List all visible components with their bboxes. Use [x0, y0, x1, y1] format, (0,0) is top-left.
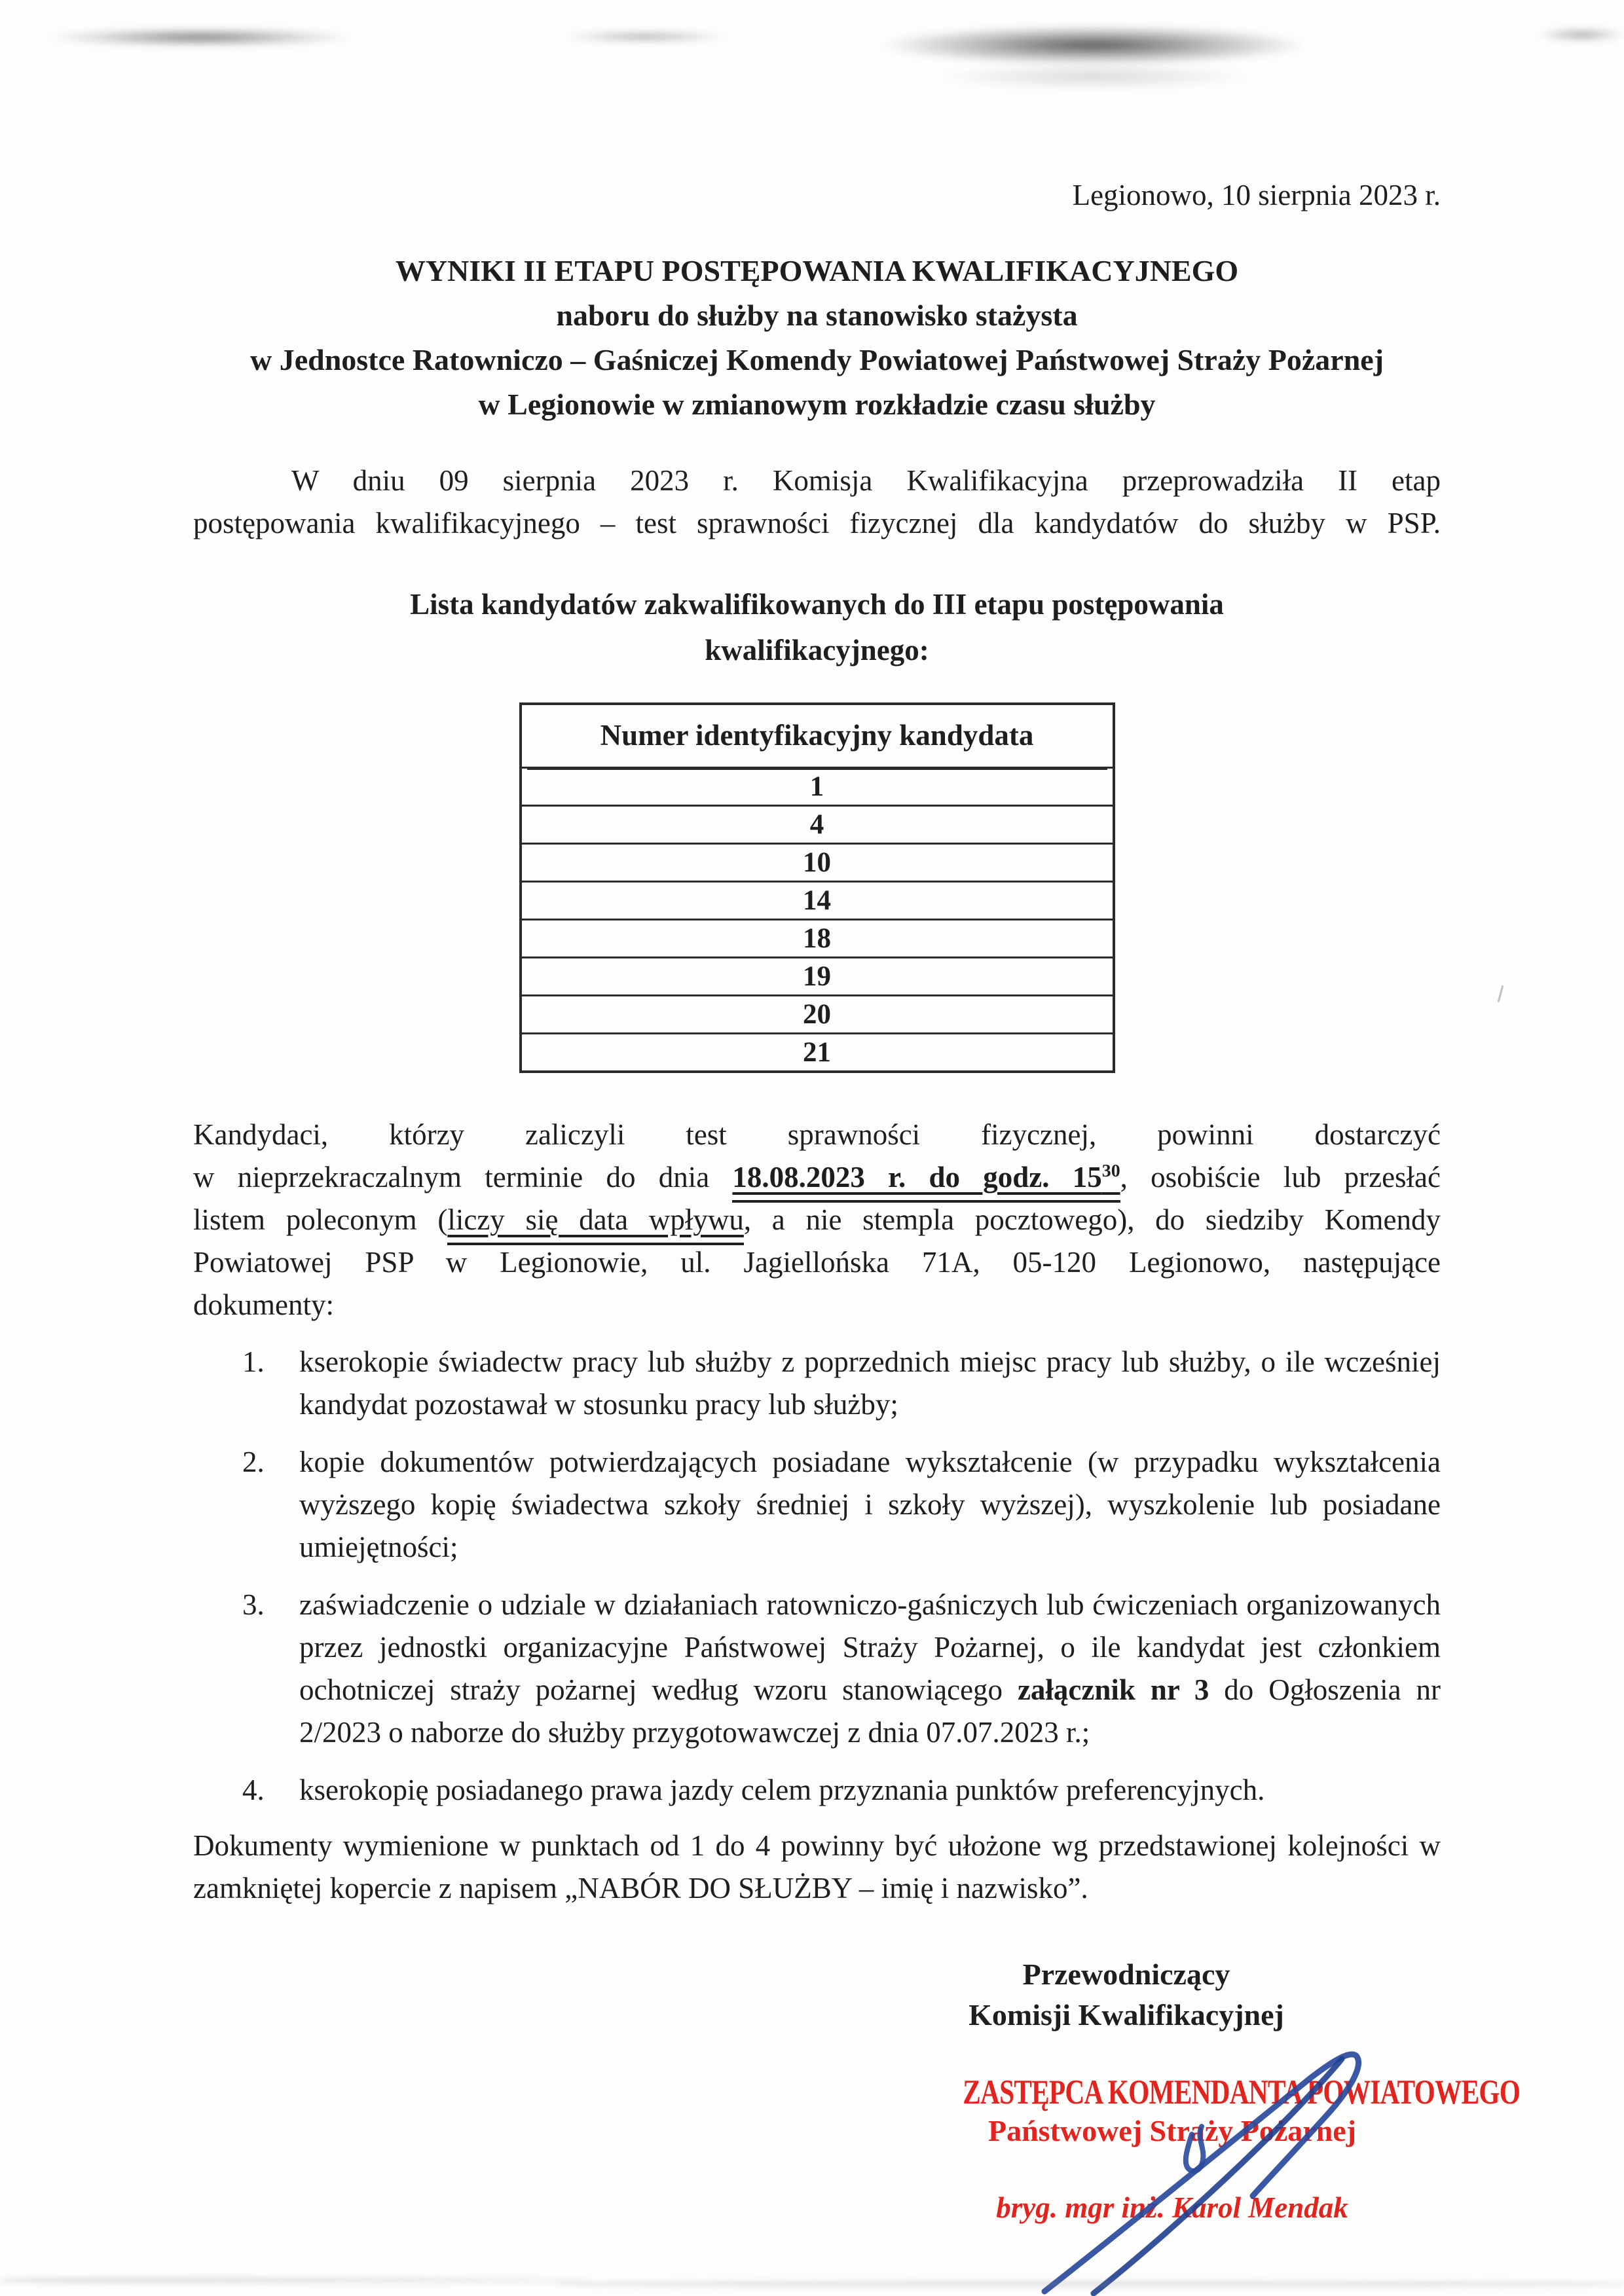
- signature-role-line: Przewodniczący: [1022, 1958, 1230, 1991]
- delivery-deadline-superscript: 30: [1101, 1161, 1120, 1181]
- qualified-list-heading-line: Lista kandydatów zakwalifikowanych do III etapu postępowania: [410, 588, 1224, 621]
- document-title-line: naboru do służby na stanowisko stażysta: [556, 299, 1078, 332]
- item-number: 4.: [242, 1774, 265, 1806]
- delivery-text: listem poleconym (: [193, 1203, 448, 1236]
- table-header-row: [521, 704, 1114, 768]
- list-item: [193, 1769, 1441, 1812]
- date-line: Legionowo, 10 sierpnia 2023 r.: [1072, 179, 1441, 211]
- document-title-line: WYNIKI II ETAPU POSTĘPOWANIA KWALIFIKACYJNEGO: [395, 254, 1239, 287]
- candidate-number-cell: 10: [521, 844, 1114, 882]
- candidates-table: [519, 702, 1115, 1073]
- document-title-line: w Jednostce Ratowniczo – Gaśniczej Komendy Powiatowej Państwowej Straży Pożarnej: [249, 343, 1384, 376]
- signature-stroke: [1094, 2059, 1342, 2293]
- item-text: kserokopię posiadanego prawa jazdy celem przyznania punktów preferencyjnych.: [299, 1774, 1265, 1806]
- candidate-number-cell: 4: [521, 806, 1114, 844]
- delivery-deadline-text: 18.08.2023 r. do godz. 15: [732, 1161, 1102, 1194]
- delivery-paragraph-line: dokumenty:: [193, 1288, 334, 1321]
- signature-scribble: [995, 2003, 1401, 2296]
- table-row: [521, 996, 1114, 1034]
- table-header-cell: Numer identyfikacyjny kandydata: [521, 704, 1114, 768]
- delivery-paragraph-line: Kandydaci, którzy zaliczyli test sprawności fizycznej, powinni dostarczyć: [193, 1118, 1441, 1151]
- candidate-number-cell: 18: [521, 920, 1114, 958]
- list-item: [193, 1584, 1441, 1754]
- delivery-underlined-phrase: liczy się data wpływu: [447, 1203, 744, 1245]
- intro-paragraph: [193, 460, 1441, 545]
- candidate-number-cell: 1: [521, 768, 1114, 806]
- item-text: do Ogłoszenia nr 2/2023 o naborze do służby przygotowawczej z dnia 07.07.2023 r.;: [299, 1673, 1441, 1749]
- item-number: 2.: [242, 1446, 265, 1478]
- item-number: 1.: [242, 1345, 265, 1378]
- delivery-deadline: [732, 1161, 1120, 1203]
- table-row: [521, 882, 1114, 920]
- delivery-paragraph-line: Powiatowej PSP w Legionowie, ul. Jagiellońska 71A, 05-120 Legionowo, następujące: [193, 1246, 1441, 1279]
- list-item: [193, 1341, 1441, 1426]
- signature-role-line: Komisji Kwalifikacyjnej: [969, 1998, 1284, 2032]
- candidate-number-cell: 19: [521, 958, 1114, 996]
- qualified-list-heading: [193, 581, 1441, 673]
- item-text: kserokopie świadectw pracy lub służby z poprzednich miejsc pracy lub służby, o ile wcześniej kandydat pozostawał w stosunku pracy lub służby;: [299, 1345, 1441, 1421]
- delivery-text: , osobiście lub przesłać: [1120, 1161, 1441, 1194]
- delivery-paragraph: [193, 1114, 1441, 1326]
- intro-paragraph-line: W dniu 09 sierpnia 2023 r. Komisja Kwalifikacyjna przeprowadziła II etap: [291, 464, 1441, 497]
- table-row: [521, 920, 1114, 958]
- document-content: [193, 0, 1441, 1910]
- required-documents-list: [193, 1341, 1441, 1812]
- delivery-text: w nieprzekraczalnym terminie do dnia: [193, 1161, 733, 1194]
- delivery-text: , a nie stempla pocztowego), do siedziby Komendy: [743, 1203, 1441, 1236]
- delivery-paragraph-line: [193, 1199, 1441, 1241]
- candidate-number-cell: 14: [521, 882, 1114, 920]
- scan-artifact-bottom-right: [557, 2281, 1624, 2287]
- scan-artifact-top-corner: [1538, 27, 1624, 42]
- list-item: [193, 1441, 1441, 1569]
- table-row: [521, 958, 1114, 996]
- item-text: kopie dokumentów potwierdzających posiadane wykształcenie (w przypadku wykształcenia wyższego kopię świadectwa szkoły średniej i szkoły wyższej), wyszkolenie lub posiadane umiejętności;: [299, 1446, 1441, 1563]
- item-text-bold: załącznik nr 3: [1017, 1673, 1209, 1706]
- scan-artifact-slash: [1498, 985, 1504, 1002]
- candidate-number-cell: 20: [521, 996, 1114, 1034]
- document-title-line: w Legionowie w zmianowym rozkładzie czasu służby: [478, 388, 1156, 421]
- qualified-list-heading-line: kwalifikacyjnego:: [705, 634, 929, 666]
- table-row: [521, 768, 1114, 806]
- scan-artifact-bottom-left: [0, 2277, 589, 2284]
- stamp-unit: Państwowej Straży Pożarnej: [987, 2114, 1357, 2147]
- closing-paragraph: Dokumenty wymienione w punktach od 1 do 4 powinny być ułożone wg przedstawionej kolejności w zamkniętej kopercie z napisem „NABÓR DO SŁUŻBY – imię i nazwisko”.: [193, 1829, 1441, 1904]
- signature-stroke: [1186, 2126, 1204, 2171]
- document-title: [193, 249, 1441, 427]
- table-row: [521, 1034, 1114, 1072]
- item-number: 3.: [242, 1588, 265, 1621]
- table-row: [521, 844, 1114, 882]
- candidate-number-cell: 21: [521, 1034, 1114, 1072]
- table-row: [521, 806, 1114, 844]
- intro-paragraph-line: postępowania kwalifikacyjnego – test sprawności fizycznej dla kandydatów do służby w PSP.: [193, 507, 1441, 539]
- stamp-title: ZASTĘPCA KOMENDANTA POWIATOWEGO: [963, 2073, 1521, 2111]
- delivery-paragraph-line: [193, 1156, 1441, 1199]
- stamp-name: bryg. mgr inż. Karol Mendak: [996, 2191, 1348, 2224]
- item-text: zaświadczenie o udziale w działaniach ratowniczo-gaśniczych lub ćwiczeniach organizowanych przez jednostki organizacyjne Państwowej Straży Pożarnej, o ile kandydat jest członkiem ochotniczej straży pożarnej według wzoru stanowiącego: [299, 1588, 1441, 1706]
